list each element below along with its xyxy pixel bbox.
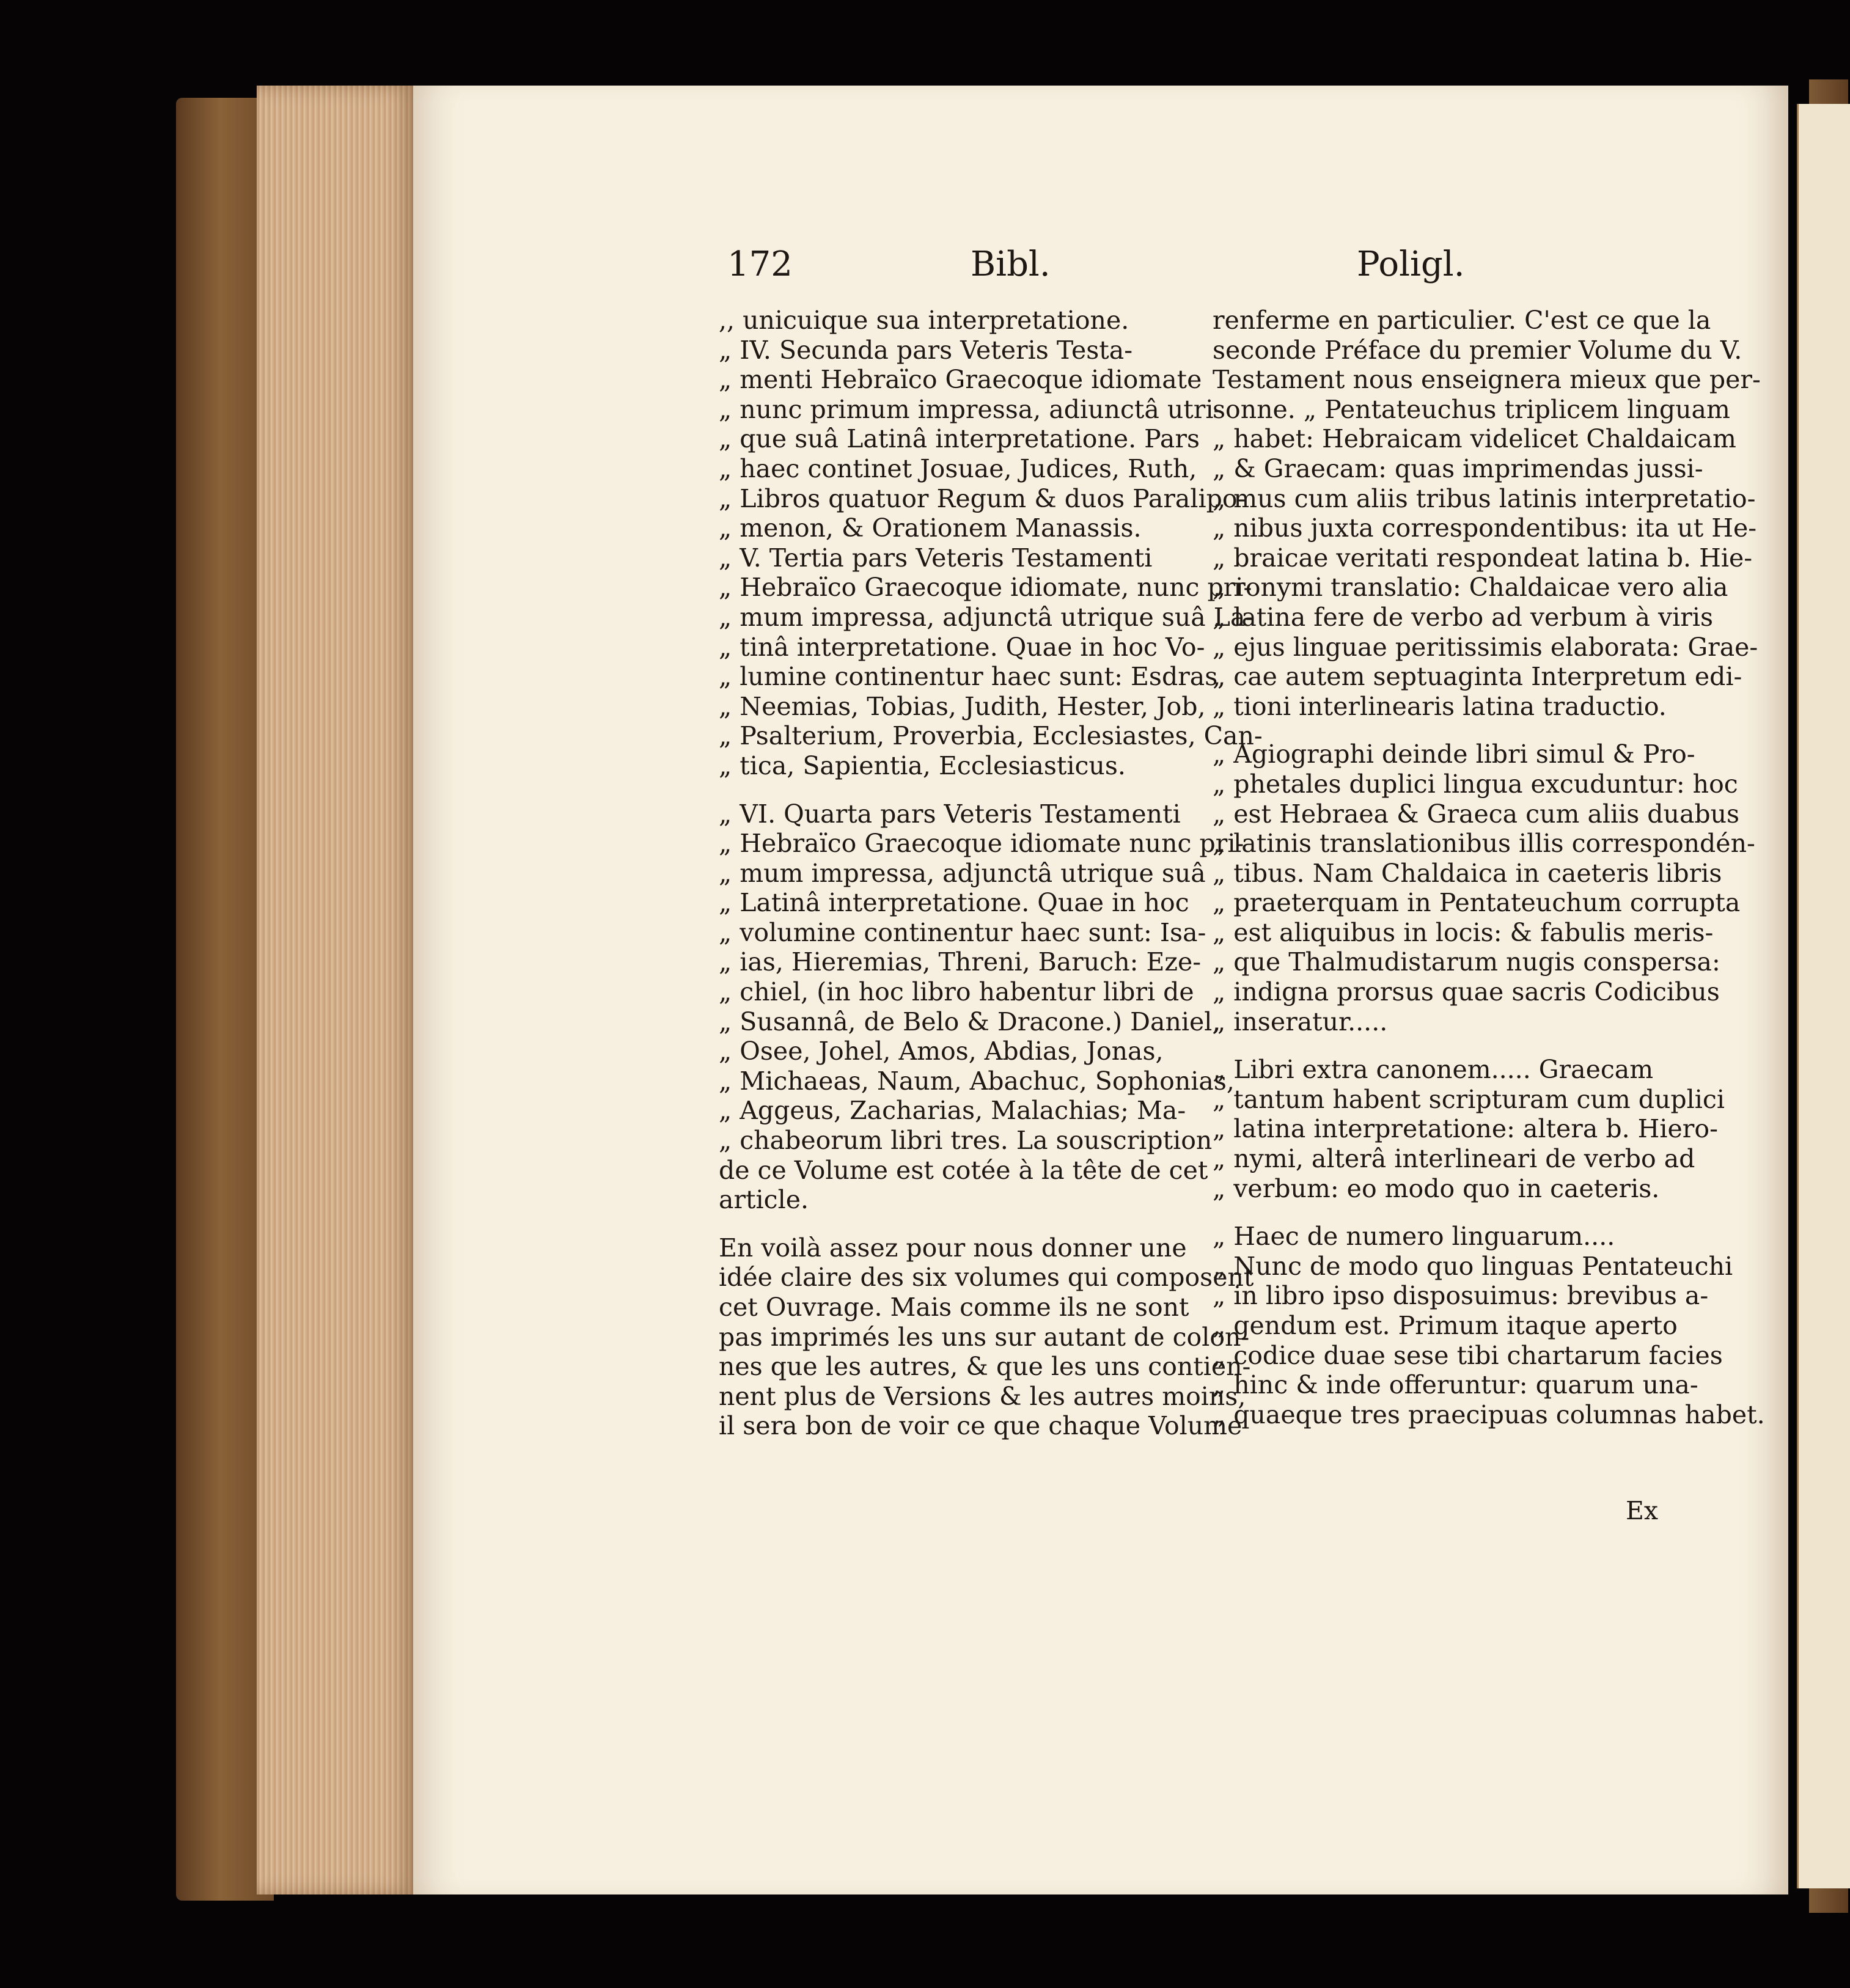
text-line: „ tica, Sapientia, Ecclesiasticus.: [719, 750, 1126, 780]
text-line: „ gendum est. Primum itaque aperto: [1213, 1311, 1678, 1340]
text-line: „ inseratur.....: [1213, 1007, 1388, 1036]
text-line: „ est aliquibus in locis: & fabulis meris-: [1213, 917, 1714, 947]
text-line: „ haec continet Josuae, Judices, Ruth,: [719, 453, 1197, 483]
text-line: „ VI. Quarta pars Veteris Testamenti: [719, 799, 1181, 829]
text-line: „ hinc & inde offeruntur: quarum una-: [1213, 1370, 1698, 1400]
text-line: „ Nunc de modo quo linguas Pentateuchi: [1213, 1251, 1733, 1281]
text-line: „ que Thalmudistarum nugis conspersa:: [1213, 947, 1720, 977]
right-text-column: [1213, 306, 1765, 1429]
text-line: „ habet: Hebraicam videlicet Chaldaicam: [1213, 424, 1736, 454]
text-line: „ mum impressa, adjunctâ utrique suâ La-: [719, 602, 1254, 632]
text-line: „ cae autem septuaginta Interpretum edi-: [1213, 662, 1742, 692]
text-line: „ chiel, (in hoc libro habentur libri de: [719, 977, 1194, 1007]
text-line: „ codice duae sese tibi chartarum facies: [1213, 1340, 1723, 1370]
text-line: idée claire des six volumes qui composent: [719, 1263, 1254, 1293]
left-text-column: [719, 306, 1263, 1441]
text-line: „ menon, & Orationem Manassis.: [719, 513, 1142, 543]
text-line: seconde Préface du premier Volume du V.: [1213, 335, 1742, 365]
text-line: „ tioni interlinearis latina traductio.: [1213, 691, 1667, 721]
text-line: „ praeterquam in Pentateuchum corrupta: [1213, 888, 1741, 918]
text-line: „ ejus linguae peritissimis elaborata: Grae-: [1213, 632, 1758, 662]
text-line: „ latina interpretatione: altera b. Hiero-: [1213, 1114, 1718, 1144]
text-line: „ IV. Secunda pars Veteris Testa-: [719, 335, 1133, 365]
text-line: „ Hebraïco Graecoque idiomate nunc pri-: [719, 829, 1244, 859]
text-line: „ ias, Hieremias, Threni, Baruch: Eze-: [719, 947, 1202, 977]
text-line: „ Osee, Johel, Amos, Abdias, Jonas,: [719, 1036, 1164, 1066]
text-line: „ est Hebraea & Graeca cum aliis duabus: [1213, 799, 1740, 829]
text-line: „ quaeque tres praecipuas columnas habet.: [1213, 1399, 1765, 1429]
text-line: cet Ouvrage. Mais comme ils ne sont: [719, 1293, 1189, 1322]
text-line: sonne. „ Pentateuchus triplicem linguam: [1213, 394, 1730, 424]
text-line: „ Agiographi deinde libri simul & Pro-: [1213, 739, 1695, 769]
text-line: „ Susannâ, de Belo & Dracone.) Daniel,: [719, 1007, 1220, 1036]
text-line: „ mus cum aliis tribus latinis interpretatio-: [1213, 483, 1756, 513]
text-line: renferme en particulier. C'est ce que la: [1213, 306, 1711, 335]
text-line: de ce Volume est cotée à la tête de cet: [719, 1155, 1208, 1185]
text-line: „ verbum: eo modo quo in caeteris.: [1213, 1173, 1660, 1203]
text-line: „ chabeorum libri tres. La souscription: [719, 1126, 1213, 1156]
text-line: „ volumine continentur haec sunt: Isa-: [719, 917, 1206, 947]
text-line: „ in libro ipso disposuimus: brevibus a-: [1213, 1281, 1709, 1311]
text-line: „ menti Hebraïco Graecoque idiomate: [719, 365, 1202, 395]
text-line: „ nymi, alterâ interlineari de verbo ad: [1213, 1144, 1695, 1174]
text-line: „ Hebraïco Graecoque idiomate, nunc pri-: [719, 573, 1252, 603]
text-line: „ tantum habent scripturam cum duplici: [1213, 1084, 1725, 1114]
text-line: „ Libros quatuor Regum & duos Paralipo-: [719, 483, 1246, 513]
text-line: „ nibus juxta correspondentibus: ita ut He-: [1213, 513, 1757, 543]
text-line: „ tibus. Nam Chaldaica in caeteris libris: [1213, 858, 1722, 888]
text-line: pas imprimés les uns sur autant de colon-: [719, 1322, 1250, 1352]
text-line: En voilà assez pour nous donner une: [719, 1233, 1187, 1263]
text-line: „ latinis translationibus illis correspondén-: [1213, 829, 1755, 859]
text-line: „ lumine continentur haec sunt: Esdras,: [719, 662, 1226, 692]
catchword: Ex: [1626, 1496, 1659, 1525]
text-line: „ V. Tertia pars Veteris Testamenti: [719, 543, 1153, 573]
page-edges: [257, 86, 416, 1894]
text-line: „ Neemias, Tobias, Judith, Hester, Job,: [719, 691, 1206, 721]
text-line: „ que suâ Latinâ interpretatione. Pars: [719, 424, 1200, 454]
text-line: „ latina fere de verbo ad verbum à viris: [1213, 602, 1713, 632]
text-line: il sera bon de voir ce que chaque Volume: [719, 1411, 1243, 1441]
text-line: „ Latinâ interpretatione. Quae in hoc: [719, 888, 1189, 918]
text-line: „ Aggeus, Zacharias, Malachias; Ma-: [719, 1096, 1186, 1126]
text-line: „ Michaeas, Naum, Abachuc, Sophonias,: [719, 1066, 1235, 1096]
running-head-right: Poligl.: [1357, 244, 1465, 284]
facing-page-edge: [1797, 104, 1850, 1888]
running-head-left: Bibl.: [971, 244, 1051, 284]
text-line: ,, unicuique sua interpretatione.: [719, 306, 1129, 335]
text-line: „ & Graecam: quas imprimendas jussi-: [1213, 453, 1703, 483]
text-line: „ nunc primum impressa, adiunctâ utri-: [719, 394, 1222, 424]
text-line: „ phetales duplici lingua excuduntur: hoc: [1213, 769, 1738, 799]
text-line: „ Psalterium, Proverbia, Ecclesiastes, Can-: [719, 721, 1263, 751]
text-line: nent plus de Versions & les autres moins,: [719, 1381, 1246, 1411]
text-line: „ ronymi translatio: Chaldaicae vero alia: [1213, 573, 1728, 603]
text-line: „ indigna prorsus quae sacris Codicibus: [1213, 977, 1720, 1007]
text-line: Testament nous enseignera mieux que per-: [1213, 365, 1761, 395]
text-line: „ mum impressa, adjunctâ utrique suâ: [719, 858, 1206, 888]
text-line: „ tinâ interpretatione. Quae in hoc Vo-: [719, 632, 1205, 662]
text-line: „ braicae veritati respondeat latina b. Hie-: [1213, 543, 1753, 573]
text-line: „ Haec de numero linguarum....: [1213, 1222, 1615, 1252]
page-number: 172: [727, 244, 793, 284]
text-line: „ Libri extra canonem..... Graecam: [1213, 1055, 1654, 1085]
text-line: nes que les autres, & que les uns contien-: [719, 1352, 1251, 1382]
text-line: article.: [719, 1185, 809, 1215]
